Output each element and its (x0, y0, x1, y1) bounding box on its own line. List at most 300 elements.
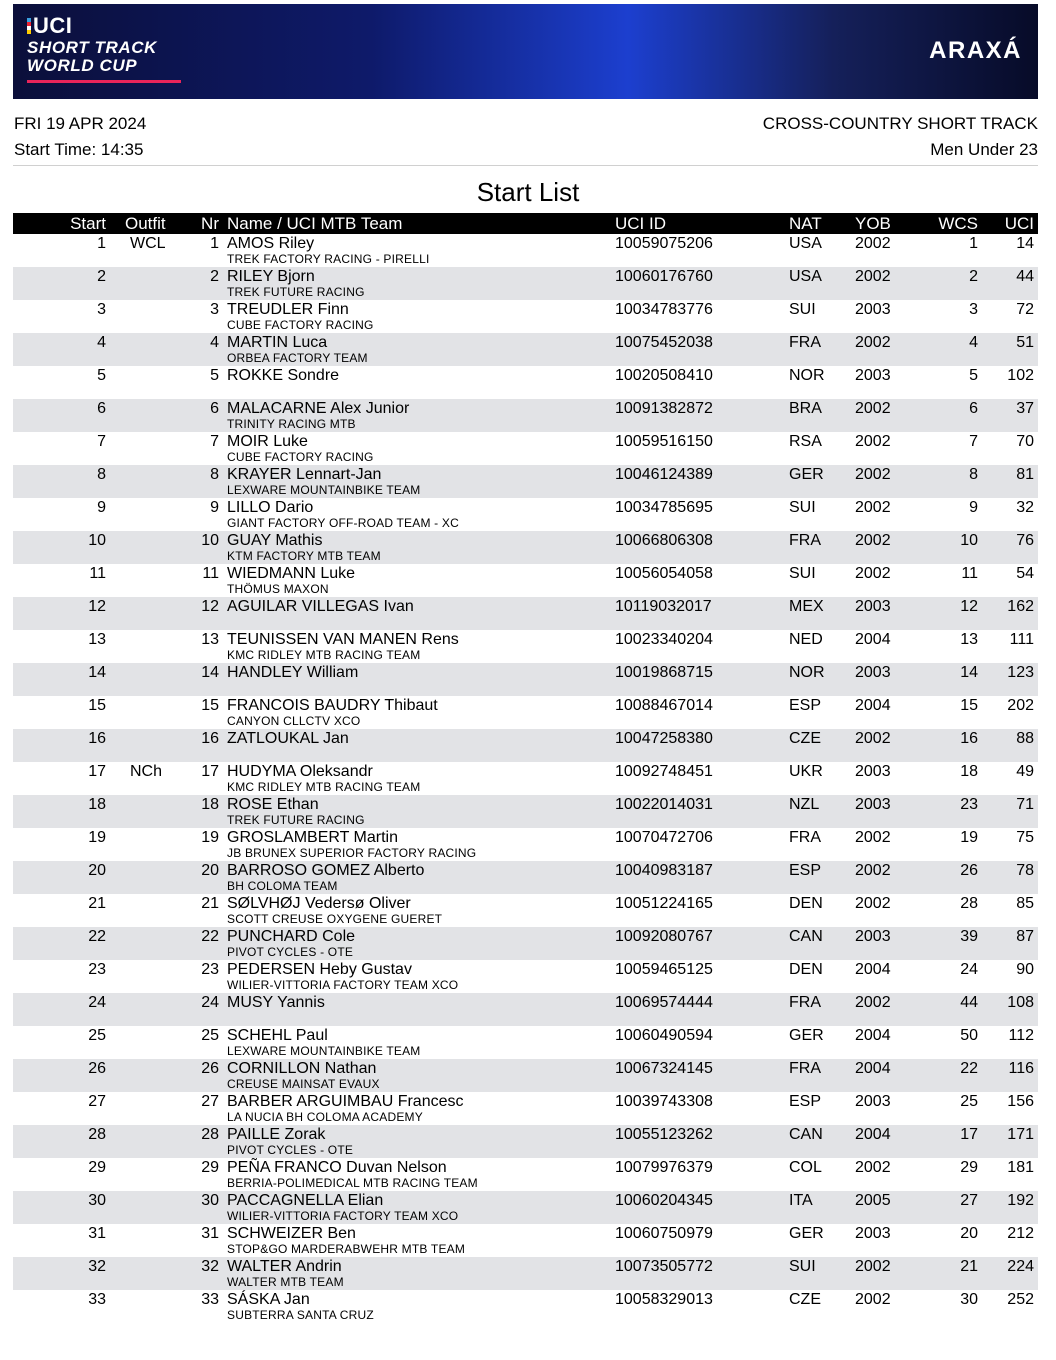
rider-yob: 2004 (855, 1027, 891, 1044)
rider-nat: SUI (789, 565, 816, 582)
rider-name: MALACARNE Alex Junior (227, 400, 410, 417)
rider-name: HANDLEY William (227, 664, 359, 681)
rider-uci-id: 10040983187 (615, 862, 713, 879)
rider-wcs: 44 (960, 994, 978, 1011)
rider-uci-id: 10091382872 (615, 400, 713, 417)
rider-team: CANYON CLLCTV XCO (227, 714, 361, 728)
rider-yob: 2002 (855, 433, 891, 450)
rider-wcs: 2 (969, 268, 978, 285)
col-nat: NAT (789, 214, 822, 233)
rider-start: 4 (97, 334, 106, 351)
rider-uci-id: 10022014031 (615, 796, 713, 813)
rider-name: SØLVHØJ Vedersø Oliver (227, 895, 411, 912)
rider-wcs: 21 (960, 1258, 978, 1275)
rider-nr: 17 (201, 763, 219, 780)
rider-nat: BRA (789, 400, 822, 417)
rider-nat: ESP (789, 862, 822, 879)
rider-uci-id: 10034783776 (615, 301, 713, 318)
rider-yob: 2003 (855, 664, 891, 681)
rider-team: STOP&GO MARDERABWEHR MTB TEAM (227, 1242, 466, 1256)
rider-uci-id: 10056054058 (615, 565, 713, 582)
rider-start: 10 (88, 532, 106, 549)
rider-yob: 2002 (855, 532, 891, 549)
rider-yob: 2003 (855, 928, 891, 945)
rider-uci-id: 10047258380 (615, 730, 713, 747)
rider-nat: RSA (789, 433, 822, 450)
rider-uci-id: 10092080767 (615, 928, 713, 945)
rider-nat: CAN (789, 928, 823, 945)
rider-uci-points: 212 (1007, 1225, 1034, 1242)
rider-yob: 2004 (855, 961, 891, 978)
col-nr: Nr (201, 214, 219, 233)
table-row (13, 300, 1038, 333)
rider-wcs: 15 (960, 697, 978, 714)
table-row (13, 795, 1038, 828)
rider-nat: CZE (789, 730, 821, 747)
rider-uci-points: 75 (1016, 829, 1034, 846)
rider-start: 17 (88, 763, 106, 780)
rider-uci-id: 10075452038 (615, 334, 713, 351)
rider-uci-points: 76 (1016, 532, 1034, 549)
rider-team: PIVOT CYCLES - OTE (227, 1143, 354, 1157)
rider-nr: 18 (201, 796, 219, 813)
rider-nat: FRA (789, 532, 821, 549)
rider-nr: 4 (210, 334, 219, 351)
rider-nat: ESP (789, 1093, 822, 1110)
rider-name: TREUDLER Finn (227, 301, 349, 318)
rider-start: 22 (88, 928, 106, 945)
rider-uci-points: 192 (1007, 1192, 1034, 1209)
rider-wcs: 27 (960, 1192, 978, 1209)
rider-yob: 2002 (855, 1291, 891, 1308)
rider-yob: 2002 (855, 1258, 891, 1275)
rider-yob: 2002 (855, 994, 891, 1011)
rider-yob: 2004 (855, 631, 891, 648)
rider-team: TREK FUTURE RACING (227, 285, 365, 299)
rider-nat: NOR (789, 367, 825, 384)
rider-yob: 2002 (855, 829, 891, 846)
rider-team: TRINITY RACING MTB (227, 417, 356, 431)
rider-name: GROSLAMBERT Martin (227, 829, 399, 846)
rider-nr: 20 (201, 862, 219, 879)
rider-wcs: 19 (960, 829, 978, 846)
rider-yob: 2003 (855, 796, 891, 813)
table-row (13, 267, 1038, 300)
rider-uci-points: 51 (1016, 334, 1034, 351)
rider-uci-points: 162 (1007, 598, 1034, 615)
rider-wcs: 8 (969, 466, 978, 483)
rider-start: 23 (88, 961, 106, 978)
rider-nr: 32 (201, 1258, 219, 1275)
rider-yob: 2003 (855, 367, 891, 384)
rider-uci-id: 10066806308 (615, 532, 713, 549)
col-uci-id: UCI ID (615, 214, 666, 233)
rider-uci-points: 44 (1016, 268, 1034, 285)
rider-team: KMC RIDLEY MTB RACING TEAM (227, 648, 421, 662)
logo-uci-text: UCI (33, 13, 73, 38)
rider-uci-id: 10060750979 (615, 1225, 713, 1242)
rider-name: BARROSO GOMEZ Alberto (227, 862, 425, 879)
rider-yob: 2002 (855, 400, 891, 417)
rider-uci-points: 102 (1007, 367, 1034, 384)
rider-name: PAILLE Zorak (227, 1126, 326, 1143)
rider-uci-points: 70 (1016, 433, 1034, 450)
rider-uci-points: 112 (1008, 1027, 1034, 1044)
rider-uci-points: 72 (1016, 301, 1034, 318)
start-list-table (13, 234, 1038, 1323)
rider-start: 5 (97, 367, 106, 384)
rider-nr: 12 (201, 598, 219, 615)
rider-start: 27 (88, 1093, 106, 1110)
rider-yob: 2002 (855, 862, 891, 879)
col-wcs: WCS (938, 214, 978, 233)
rider-wcs: 16 (960, 730, 978, 747)
rider-nat: GER (789, 1225, 824, 1242)
rider-nr: 22 (201, 928, 219, 945)
table-row (13, 498, 1038, 531)
rider-name: MARTIN Luca (227, 334, 328, 351)
rider-nat: GER (789, 1027, 824, 1044)
rider-uci-points: 181 (1007, 1159, 1034, 1176)
rider-uci-points: 171 (1007, 1126, 1034, 1143)
rider-start: 26 (88, 1060, 106, 1077)
rider-wcs: 22 (960, 1060, 978, 1077)
table-row (13, 993, 1038, 1026)
table-row (13, 927, 1038, 960)
rider-nr: 6 (210, 400, 219, 417)
rider-uci-points: 71 (1016, 796, 1034, 813)
rider-yob: 2003 (855, 301, 891, 318)
rider-uci-points: 123 (1007, 664, 1034, 681)
rider-team: JB BRUNEX SUPERIOR FACTORY RACING (227, 846, 477, 860)
rider-uci-id: 10020508410 (615, 367, 713, 384)
rider-nat: ITA (789, 1192, 813, 1209)
rider-start: 33 (88, 1291, 106, 1308)
uci-logo (27, 13, 181, 83)
rider-name: ROSE Ethan (227, 796, 319, 813)
rider-team: THÖMUS MAXON (227, 582, 329, 596)
rider-yob: 2002 (855, 334, 891, 351)
rider-nat: FRA (789, 994, 821, 1011)
rider-team: PIVOT CYCLES - OTE (227, 945, 354, 959)
rider-uci-id: 10034785695 (615, 499, 713, 516)
rider-nat: FRA (789, 829, 821, 846)
table-row (13, 1059, 1038, 1092)
rider-nat: GER (789, 466, 824, 483)
rider-start: 28 (88, 1126, 106, 1143)
rider-start: 13 (88, 631, 106, 648)
rider-start: 29 (88, 1159, 106, 1176)
table-row (13, 465, 1038, 498)
table-row (13, 696, 1038, 729)
rider-name: FRANCOIS BAUDRY Thibaut (227, 697, 438, 714)
logo-line1: SHORT TRACK (27, 38, 158, 57)
logo-line2: WORLD CUP (27, 56, 138, 75)
rider-start: 11 (89, 565, 106, 582)
rider-name: GUAY Mathis (227, 532, 323, 549)
rider-nr: 31 (201, 1225, 219, 1242)
rider-uci-id: 10073505772 (615, 1258, 713, 1275)
rider-uci-id: 10019868715 (615, 664, 713, 681)
col-name: Name / UCI MTB Team (227, 214, 403, 233)
col-start: Start (70, 214, 106, 233)
rider-nat: UKR (789, 763, 823, 780)
table-row (13, 597, 1038, 630)
rider-uci-id: 10059075206 (615, 235, 713, 252)
rider-nat: COL (789, 1159, 822, 1176)
rider-yob: 2003 (855, 763, 891, 780)
rider-wcs: 5 (969, 367, 978, 384)
rider-wcs: 26 (960, 862, 978, 879)
rider-nat: NED (789, 631, 823, 648)
rider-nr: 1 (210, 235, 219, 252)
rider-name: PUNCHARD Cole (227, 928, 356, 945)
rider-name: AGUILAR VILLEGAS Ivan (227, 598, 414, 615)
rider-wcs: 13 (960, 631, 978, 648)
rider-name: PEÑA FRANCO Duvan Nelson (227, 1159, 447, 1176)
rider-uci-id: 10059465125 (615, 961, 713, 978)
rider-team: ORBEA FACTORY TEAM (227, 351, 368, 365)
rider-start: 6 (97, 400, 106, 417)
table-row (13, 1191, 1038, 1224)
rider-team: WILIER-VITTORIA FACTORY TEAM XCO (227, 1209, 459, 1223)
rider-name: SCHEHL Paul (227, 1027, 328, 1044)
rider-start: 7 (97, 433, 106, 450)
rider-nat: ESP (789, 697, 822, 714)
rider-team: CREUSE MAINSAT EVAUX (227, 1077, 380, 1091)
rider-nr: 24 (201, 994, 219, 1011)
rider-nr: 9 (210, 499, 219, 516)
table-row (13, 1290, 1038, 1323)
rider-team: BERRIA-POLIMEDICAL MTB RACING TEAM (227, 1176, 478, 1190)
rider-uci-id: 10039743308 (615, 1093, 713, 1110)
rider-name: WIEDMANN Luke (227, 565, 356, 582)
rider-yob: 2002 (855, 730, 891, 747)
rider-nr: 29 (201, 1159, 219, 1176)
rider-wcs: 7 (969, 433, 978, 450)
rider-nat: SUI (789, 1258, 816, 1275)
rider-name: CORNILLON Nathan (227, 1060, 377, 1077)
rider-name: ZATLOUKAL Jan (227, 730, 349, 747)
rider-start: 1 (97, 235, 106, 252)
event-banner (13, 4, 1038, 99)
venue-logo: ARAXÁ (929, 37, 1022, 64)
rider-nr: 11 (202, 565, 219, 582)
rider-start: 19 (88, 829, 106, 846)
rider-name: KRAYER Lennart-Jan (227, 466, 382, 483)
event-name: CROSS-COUNTRY SHORT TRACK (762, 114, 1038, 133)
table-row (13, 564, 1038, 597)
rider-wcs: 3 (969, 301, 978, 318)
rider-nr: 10 (201, 532, 219, 549)
rider-uci-points: 111 (1009, 631, 1034, 648)
race-category: Men Under 23 (930, 140, 1038, 159)
rider-start: 31 (88, 1225, 106, 1242)
rider-start: 25 (88, 1027, 106, 1044)
rider-uci-id: 10060176760 (615, 268, 713, 285)
rider-nr: 15 (201, 697, 219, 714)
table-row (13, 630, 1038, 663)
rider-uci-id: 10088467014 (615, 697, 713, 714)
table-row (13, 1026, 1038, 1059)
rider-uci-id: 10059516150 (615, 433, 713, 450)
table-row (13, 531, 1038, 564)
rider-team: BH COLOMA TEAM (227, 879, 338, 893)
rider-wcs: 9 (969, 499, 978, 516)
rider-name: RILEY Bjorn (227, 268, 315, 285)
rider-yob: 2005 (855, 1192, 891, 1209)
rider-uci-points: 81 (1016, 466, 1034, 483)
table-row (13, 399, 1038, 432)
rider-nr: 8 (210, 466, 219, 483)
table-row (13, 432, 1038, 465)
rider-nr: 30 (201, 1192, 219, 1209)
rider-nat: USA (789, 268, 822, 285)
rider-uci-id: 10069574444 (615, 994, 713, 1011)
rider-nat: NOR (789, 664, 825, 681)
rider-name: WALTER Andrin (227, 1258, 342, 1275)
rider-uci-points: 90 (1016, 961, 1034, 978)
rider-wcs: 10 (960, 532, 978, 549)
table-row (13, 729, 1038, 762)
rider-wcs: 29 (960, 1159, 978, 1176)
rider-uci-points: 202 (1007, 697, 1034, 714)
rider-uci-id: 10092748451 (615, 763, 713, 780)
rider-uci-id: 10046124389 (615, 466, 713, 483)
logo-underline (27, 80, 181, 83)
rider-uci-points: 54 (1016, 565, 1034, 582)
page-title: Start List (476, 177, 580, 207)
table-row (13, 828, 1038, 861)
rider-yob: 2002 (855, 565, 891, 582)
rider-uci-points: 224 (1007, 1258, 1034, 1275)
rider-uci-points: 49 (1016, 763, 1034, 780)
rider-team: GIANT FACTORY OFF-ROAD TEAM - XC (227, 516, 459, 530)
rider-uci-id: 10079976379 (615, 1159, 713, 1176)
rider-start: 32 (88, 1258, 106, 1275)
rider-yob: 2004 (855, 697, 891, 714)
rider-yob: 2002 (855, 499, 891, 516)
rider-wcs: 17 (960, 1126, 978, 1143)
rider-wcs: 28 (960, 895, 978, 912)
table-row (13, 333, 1038, 366)
rider-team: KTM FACTORY MTB TEAM (227, 549, 381, 563)
table-row (13, 1092, 1038, 1125)
rider-name: LILLO Dario (227, 499, 314, 516)
rider-name: BARBER ARGUIMBAU Francesc (227, 1093, 464, 1110)
rider-team: CUBE FACTORY RACING (227, 450, 374, 464)
rider-wcs: 25 (960, 1093, 978, 1110)
col-yob: YOB (855, 214, 891, 233)
rider-yob: 2002 (855, 895, 891, 912)
rider-team: KMC RIDLEY MTB RACING TEAM (227, 780, 421, 794)
rider-start: 12 (88, 598, 106, 615)
rider-uci-points: 156 (1007, 1093, 1034, 1110)
rider-name: HUDYMA Oleksandr (227, 763, 373, 780)
rider-yob: 2003 (855, 1225, 891, 1242)
table-row (13, 366, 1038, 399)
rider-yob: 2003 (855, 598, 891, 615)
table-row (13, 861, 1038, 894)
table-row (13, 1125, 1038, 1158)
rider-yob: 2004 (855, 1126, 891, 1143)
table-header (13, 213, 1038, 234)
rider-team: TREK FUTURE RACING (227, 813, 365, 827)
rider-name: SCHWEIZER Ben (227, 1225, 356, 1242)
rider-uci-id: 10060490594 (615, 1027, 713, 1044)
rider-nat: MEX (789, 598, 824, 615)
rider-nat: USA (789, 235, 822, 252)
rider-uci-points: 37 (1016, 400, 1034, 417)
rider-wcs: 24 (960, 961, 978, 978)
rider-nr: 21 (201, 895, 219, 912)
rider-start: 21 (88, 895, 106, 912)
rider-nat: DEN (789, 961, 823, 978)
rider-nr: 2 (210, 268, 219, 285)
rider-start: 16 (88, 730, 106, 747)
rider-yob: 2004 (855, 1060, 891, 1077)
rider-uci-id: 10051224165 (615, 895, 713, 912)
rider-team: SUBTERRA SANTA CRUZ (227, 1308, 374, 1322)
rider-team: WALTER MTB TEAM (227, 1275, 344, 1289)
rider-team: CUBE FACTORY RACING (227, 318, 374, 332)
rider-name: ROKKE Sondre (227, 367, 340, 384)
rider-start: 18 (88, 796, 106, 813)
rider-uci-points: 78 (1016, 862, 1034, 879)
rider-wcs: 1 (969, 235, 978, 252)
rider-nat: NZL (789, 796, 820, 813)
rider-wcs: 30 (960, 1291, 978, 1308)
rider-uci-points: 32 (1016, 499, 1034, 516)
table-row (13, 762, 1038, 795)
rider-wcs: 39 (960, 928, 978, 945)
rider-uci-id: 10023340204 (615, 631, 713, 648)
rider-uci-id: 10070472706 (615, 829, 713, 846)
rider-nr: 27 (201, 1093, 219, 1110)
rider-start: 8 (97, 466, 106, 483)
rider-uci-points: 108 (1007, 994, 1034, 1011)
rider-uci-id: 10119032017 (615, 598, 712, 615)
uci-stripes-icon (27, 18, 31, 34)
rider-team: SCOTT CREUSE OXYGENE GUERET (227, 912, 443, 926)
table-row (13, 1224, 1038, 1257)
rider-name: TEUNISSEN VAN MANEN Rens (227, 631, 459, 648)
rider-nr: 25 (201, 1027, 219, 1044)
rider-yob: 2002 (855, 235, 891, 252)
rider-yob: 2002 (855, 1159, 891, 1176)
rider-wcs: 14 (960, 664, 978, 681)
rider-start: 30 (88, 1192, 106, 1209)
rider-name: AMOS Riley (227, 235, 315, 252)
rider-start: 24 (88, 994, 106, 1011)
rider-nr: 28 (201, 1126, 219, 1143)
rider-nat: SUI (789, 499, 816, 516)
rider-uci-id: 10060204345 (615, 1192, 713, 1209)
rider-team: WILIER-VITTORIA FACTORY TEAM XCO (227, 978, 459, 992)
rider-team: LA NUCIA BH COLOMA ACADEMY (227, 1110, 423, 1124)
rider-uci-points: 88 (1016, 730, 1034, 747)
rider-nr: 14 (201, 664, 219, 681)
rider-uci-id: 10055123262 (615, 1126, 713, 1143)
rider-yob: 2002 (855, 466, 891, 483)
rider-start: 2 (97, 268, 106, 285)
rider-wcs: 20 (960, 1225, 978, 1242)
rider-uci-points: 85 (1016, 895, 1034, 912)
table-row (13, 663, 1038, 696)
rider-uci-points: 252 (1007, 1291, 1034, 1308)
rider-nr: 23 (201, 961, 219, 978)
rider-wcs: 6 (969, 400, 978, 417)
